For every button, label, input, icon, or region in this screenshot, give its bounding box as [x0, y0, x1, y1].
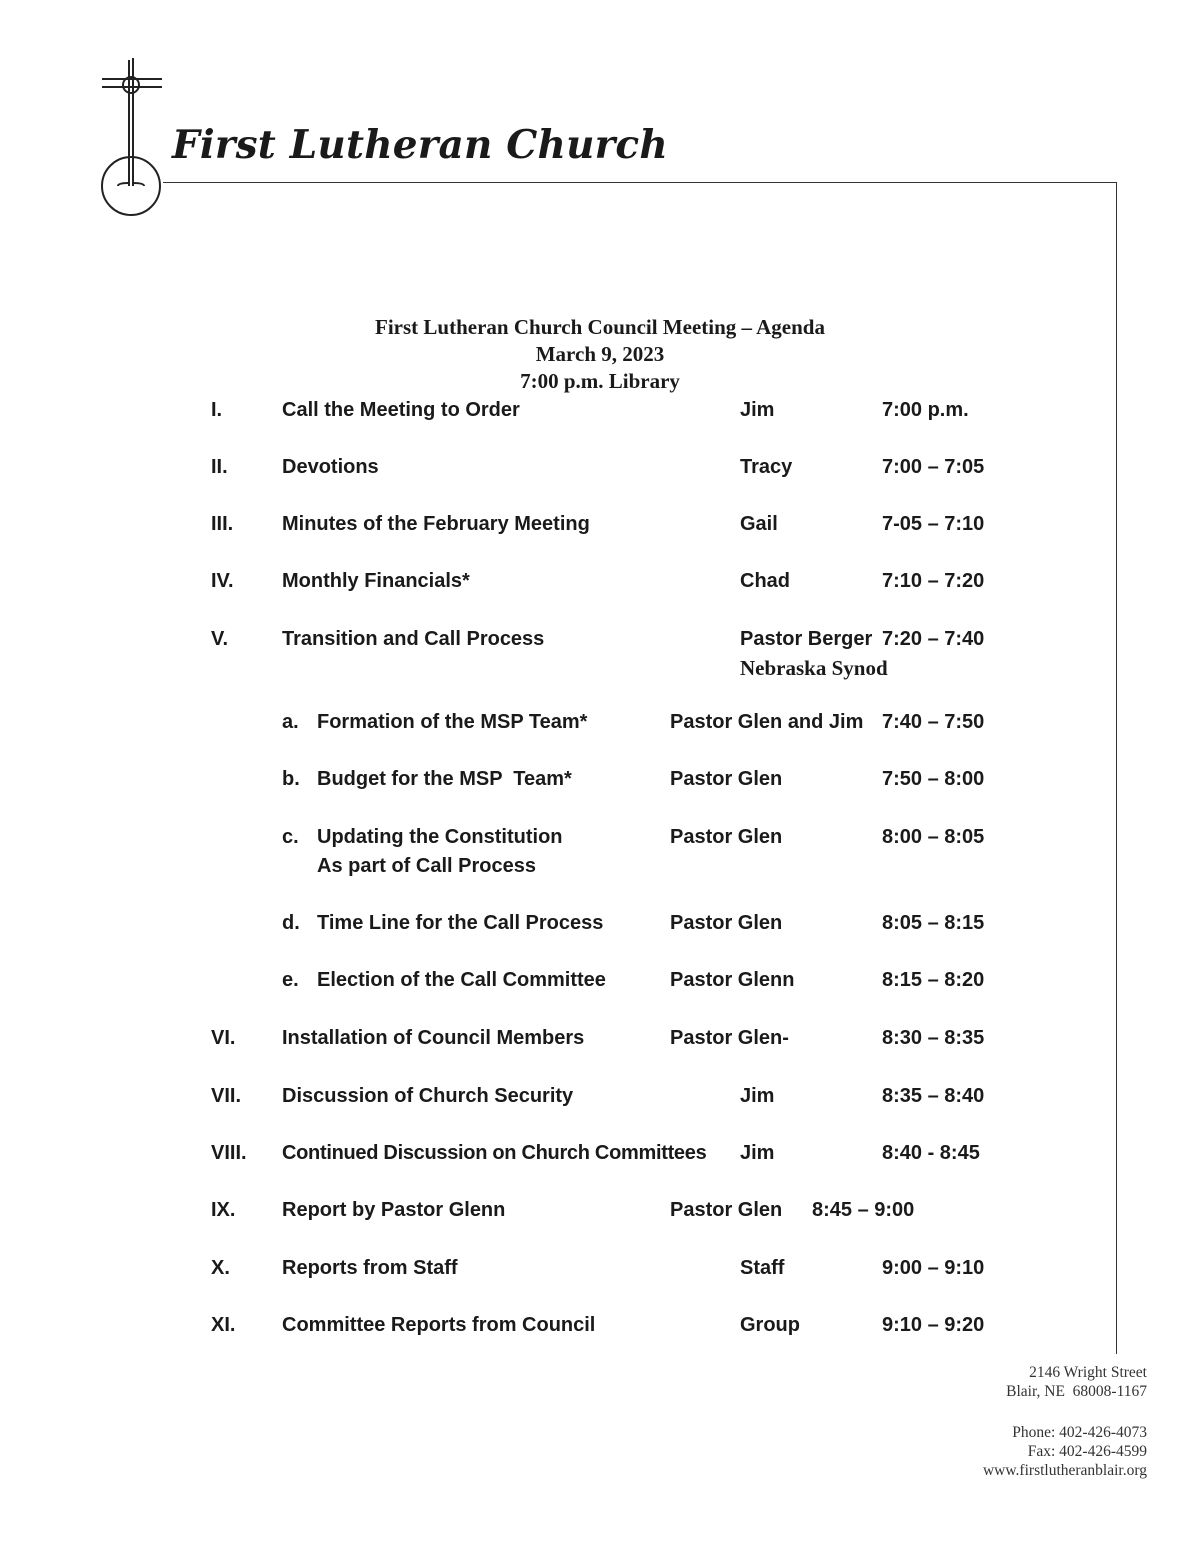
sub-item-title: Election of the Call Committee	[317, 969, 606, 991]
agenda-time-location: 7:00 p.m. Library	[520, 369, 680, 393]
sub-item-time: 7:50 – 8:00	[882, 768, 985, 790]
sub-item-time: 8:00 – 8:05	[882, 826, 985, 848]
sub-item-title: Updating the Constitution	[317, 826, 563, 848]
item-title: Monthly Financials*	[282, 570, 470, 592]
phone-number: Phone: 402-426-4073	[1012, 1424, 1147, 1441]
item-leader: Pastor Berger	[740, 628, 873, 650]
item-number: I.	[211, 399, 223, 421]
sub-item-leader: Pastor Glen	[670, 912, 783, 934]
item-leader: Jim	[740, 399, 775, 421]
item-leader: Staff	[740, 1257, 785, 1279]
sub-item-time: 8:05 – 8:15	[882, 912, 985, 934]
sub-item-time: 7:40 – 7:50	[882, 711, 985, 733]
item-title: Minutes of the February Meeting	[282, 513, 590, 535]
item-leader: Pastor Glen	[670, 1199, 783, 1221]
item-leader: Tracy	[740, 456, 793, 478]
sub-item-leader: Pastor Glenn	[670, 969, 795, 991]
item-title: Transition and Call Process	[282, 628, 545, 650]
address-city: Blair, NE 68008-1167	[1006, 1383, 1147, 1400]
sub-item-leader: Pastor Glen	[670, 768, 783, 790]
item-time: 7:20 – 7:40	[882, 628, 985, 650]
item-leader: Group	[740, 1314, 800, 1336]
item-number: VIII.	[211, 1142, 247, 1164]
item-number: VII.	[211, 1085, 242, 1107]
item-time: 7:10 – 7:20	[882, 570, 985, 592]
sub-item-letter: e.	[282, 969, 299, 991]
item-time: 7:00 – 7:05	[882, 456, 985, 478]
item-leader: Pastor Glen-	[670, 1027, 789, 1049]
item-leader: Jim	[740, 1085, 775, 1107]
item-number: IV.	[211, 570, 234, 592]
item-time: 8:30 – 8:35	[882, 1027, 985, 1049]
item-time: 7:00 p.m.	[882, 399, 969, 421]
item-time: 9:00 – 9:10	[882, 1257, 985, 1279]
item-title: Installation of Council Members	[282, 1027, 585, 1049]
item-title: Report by Pastor Glenn	[282, 1199, 506, 1221]
item-number: X.	[211, 1257, 230, 1279]
sub-item-letter: a.	[282, 711, 299, 733]
item-time: 8:35 – 8:40	[882, 1085, 985, 1107]
item-number: V.	[211, 628, 229, 650]
item-leader: Chad	[740, 570, 790, 592]
sub-item-leader: Pastor Glen and Jim	[670, 711, 864, 733]
sub-item-title-continued: As part of Call Process	[317, 855, 536, 877]
header-rule	[163, 182, 1117, 183]
address-street: 2146 Wright Street	[1029, 1364, 1147, 1381]
item-title: Continued Discussion on Church Committees	[282, 1142, 707, 1164]
cross-circle-logo-icon	[100, 58, 166, 224]
item-title: Discussion of Church Security	[282, 1085, 574, 1107]
sub-item-title: Budget for the MSP Team*	[317, 768, 572, 790]
item-number: VI.	[211, 1027, 236, 1049]
fax-number: Fax: 402-426-4599	[1027, 1443, 1147, 1460]
item-time: 9:10 – 9:20	[882, 1314, 985, 1336]
sub-item-leader: Pastor Glen	[670, 826, 783, 848]
item-number: III.	[211, 513, 234, 535]
church-name: First Lutheran Church	[172, 122, 668, 168]
item-time: 8:40 - 8:45	[882, 1142, 980, 1164]
sub-item-title: Time Line for the Call Process	[317, 912, 604, 934]
item-title: Committee Reports from Council	[282, 1314, 596, 1336]
sub-item-letter: d.	[282, 912, 300, 934]
item-title: Devotions	[282, 456, 379, 478]
item-number: IX.	[211, 1199, 236, 1221]
sub-item-letter: b.	[282, 768, 300, 790]
item-number: XI.	[211, 1314, 236, 1336]
agenda-date: March 9, 2023	[535, 342, 665, 366]
sub-item-letter: c.	[282, 826, 299, 848]
item-time: 7-05 – 7:10	[882, 513, 985, 535]
item-title: Call the Meeting to Order	[282, 399, 520, 421]
item-leader: Jim	[740, 1142, 775, 1164]
item-title: Reports from Staff	[282, 1257, 458, 1279]
item-leader-extra: Nebraska Synod	[740, 656, 888, 680]
item-number: II.	[211, 456, 228, 478]
item-leader: Gail	[740, 513, 778, 535]
agenda-title: First Lutheran Church Council Meeting – Agenda	[375, 315, 825, 339]
sub-item-time: 8:15 – 8:20	[882, 969, 985, 991]
sub-item-title: Formation of the MSP Team*	[317, 711, 588, 733]
item-time: 8:45 – 9:00	[812, 1199, 915, 1221]
right-margin-rule	[1116, 182, 1117, 1354]
website-link: www.firstlutheranblair.org	[982, 1462, 1147, 1479]
